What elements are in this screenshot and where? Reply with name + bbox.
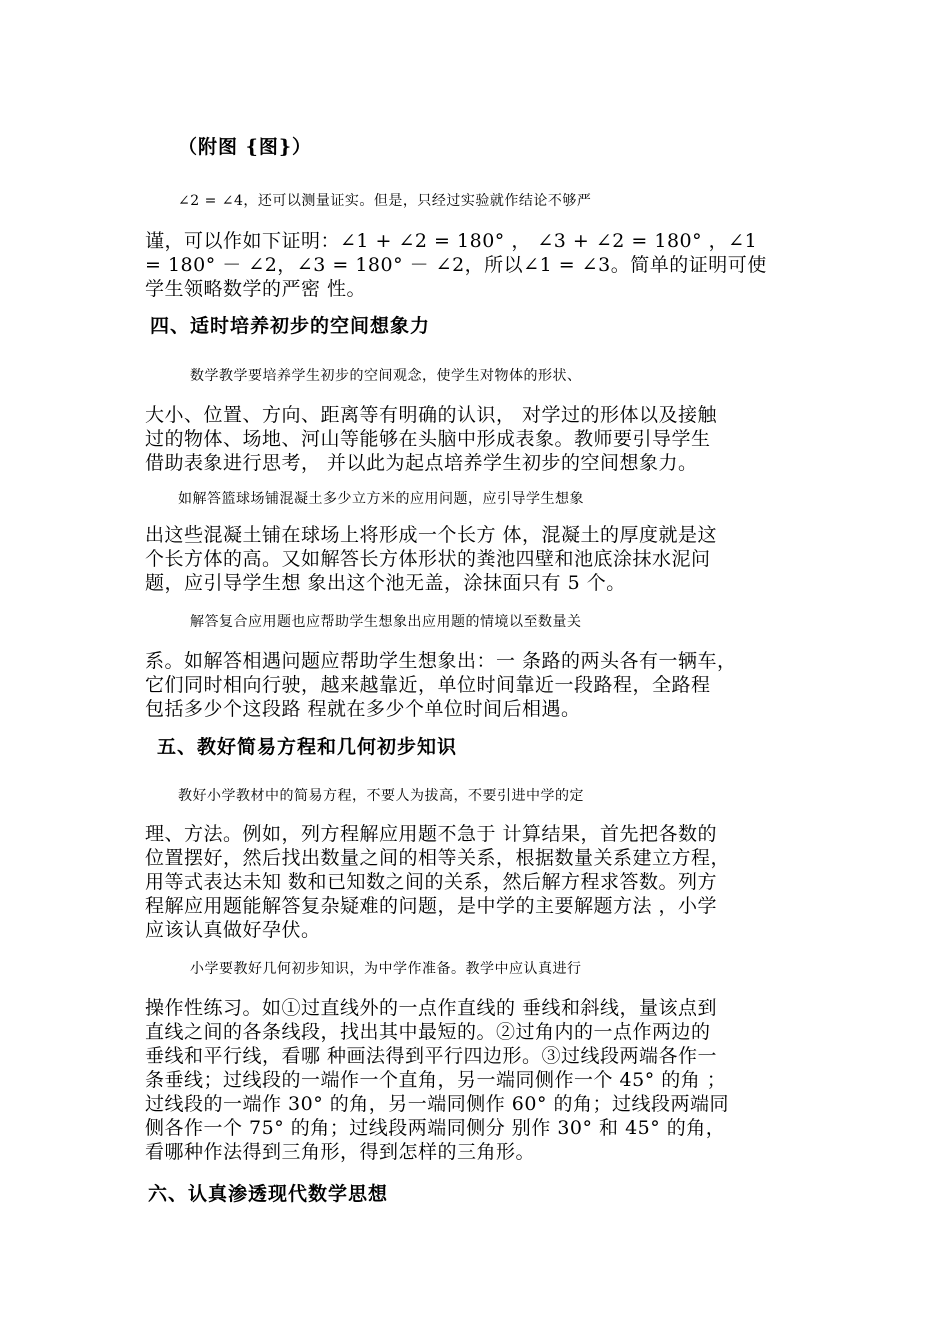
paragraph-line: 操作性练习。如①过直线外的一点作直线的 垂线和斜线，量该点到 <box>145 997 718 1019</box>
figure-caption: （附图 {图}） <box>178 136 313 158</box>
paragraph-line: 看哪种作法得到三角形，得到怎样的三角形。 <box>145 1141 536 1163</box>
paragraph-line: 应该认真做好孕伏。 <box>145 919 321 941</box>
paragraph-line: 出这些混凝土铺在球场上将形成一个长方 体，混凝土的厚度就是这 <box>145 524 718 546</box>
paragraph-line: 过线段的一端作 30° 的角，另一端同侧作 60° 的角；过线段两端同 <box>145 1093 730 1115</box>
paragraph-line: 用等式表达未知 数和已知数之间的关系，然后解方程求答数。列方 <box>145 871 718 893</box>
paragraph-line: 如解答篮球场铺混凝土多少立方米的应用问题，应引导学生想象 <box>178 491 584 507</box>
paragraph-line: 教好小学教材中的简易方程，不要人为拔高，不要引进中学的定 <box>178 788 584 804</box>
paragraph-line: ∠2 = ∠4，还可以测量证实。但是，只经过实验就作结论不够严 <box>178 193 592 209</box>
paragraph-line: 侧各作一个 75° 的角；过线段两端同侧分 别作 30° 和 45° 的角， <box>145 1117 726 1139</box>
paragraph-line: 理、方法。例如，列方程解应用题不急于 计算结果，首先把各数的 <box>145 823 718 845</box>
paragraph-line: 垂线和平行线，看哪 种画法得到平行四边形。③过线段两端各作一 <box>145 1045 718 1067</box>
paragraph-line: 条垂线；过线段的一端作一个直角，另一端同侧作一个 45° 的角 ； <box>145 1069 727 1091</box>
section-heading: 四、适时培养初步的空间想象力 <box>150 315 431 337</box>
paragraph-line: 个长方体的高。又如解答长方体形状的粪池四壁和池底涂抹水泥问 <box>145 548 711 570</box>
paragraph-line: 小学要教好几何初步知识，为中学作准备。教学中应认真进行 <box>190 961 582 977</box>
section-heading: 六、认真渗透现代数学思想 <box>148 1183 389 1205</box>
paragraph-line: 大小、位置、方向、距离等有明确的认识， 对学过的形体以及接触 <box>145 404 718 426</box>
paragraph-line: 过的物体、场地、河山等能够在头脑中形成表象。教师要引导学生 <box>145 428 711 450</box>
paragraph-line: 谨，可以作如下证明：∠1 + ∠2 = 180° ， ∠3 + ∠2 = 180° ，∠1 <box>145 230 758 252</box>
paragraph-line: 它们同时相向行驶，越来越靠近，单位时间靠近一段路程，全路程 <box>145 674 711 696</box>
paragraph-line: 题，应引导学生想 象出这个池无盖，涂抹面只有 5 个。 <box>145 572 626 594</box>
paragraph-line: 解答复合应用题也应帮助学生想象出应用题的情境以至数量关 <box>190 614 582 630</box>
paragraph-line: = 180° － ∠2，∠3 = 180° － ∠2，所以∠1 = ∠3。简单的证明可使 <box>145 254 767 276</box>
paragraph-line: 系。如解答相遇问题应帮助学生想象出：一 条路的两头各有一辆车， <box>145 650 737 672</box>
paragraph-line: 学生领略数学的严密 性。 <box>145 278 367 300</box>
paragraph-line: 直线之间的各条线段，找出其中最短的。②过角内的一点作两边的 <box>145 1021 711 1043</box>
paragraph-line: 包括多少个这段路 程就在多少个单位时间后相遇。 <box>145 698 581 720</box>
paragraph-line: 位置摆好，然后找出数量之间的相等关系，根据数量关系建立方程， <box>145 847 731 869</box>
paragraph-line: 数学教学要培养学生初步的空间观念，使学生对物体的形状、 <box>190 368 582 384</box>
paragraph-line: 借助表象进行思考， 并以此为起点培养学生初步的空间想象力。 <box>145 452 698 474</box>
paragraph-line: 程解应用题能解答复杂疑难的问题，是中学的主要解题方法 ，小学 <box>145 895 718 917</box>
section-heading: 五、教好简易方程和几何初步知识 <box>157 736 458 758</box>
